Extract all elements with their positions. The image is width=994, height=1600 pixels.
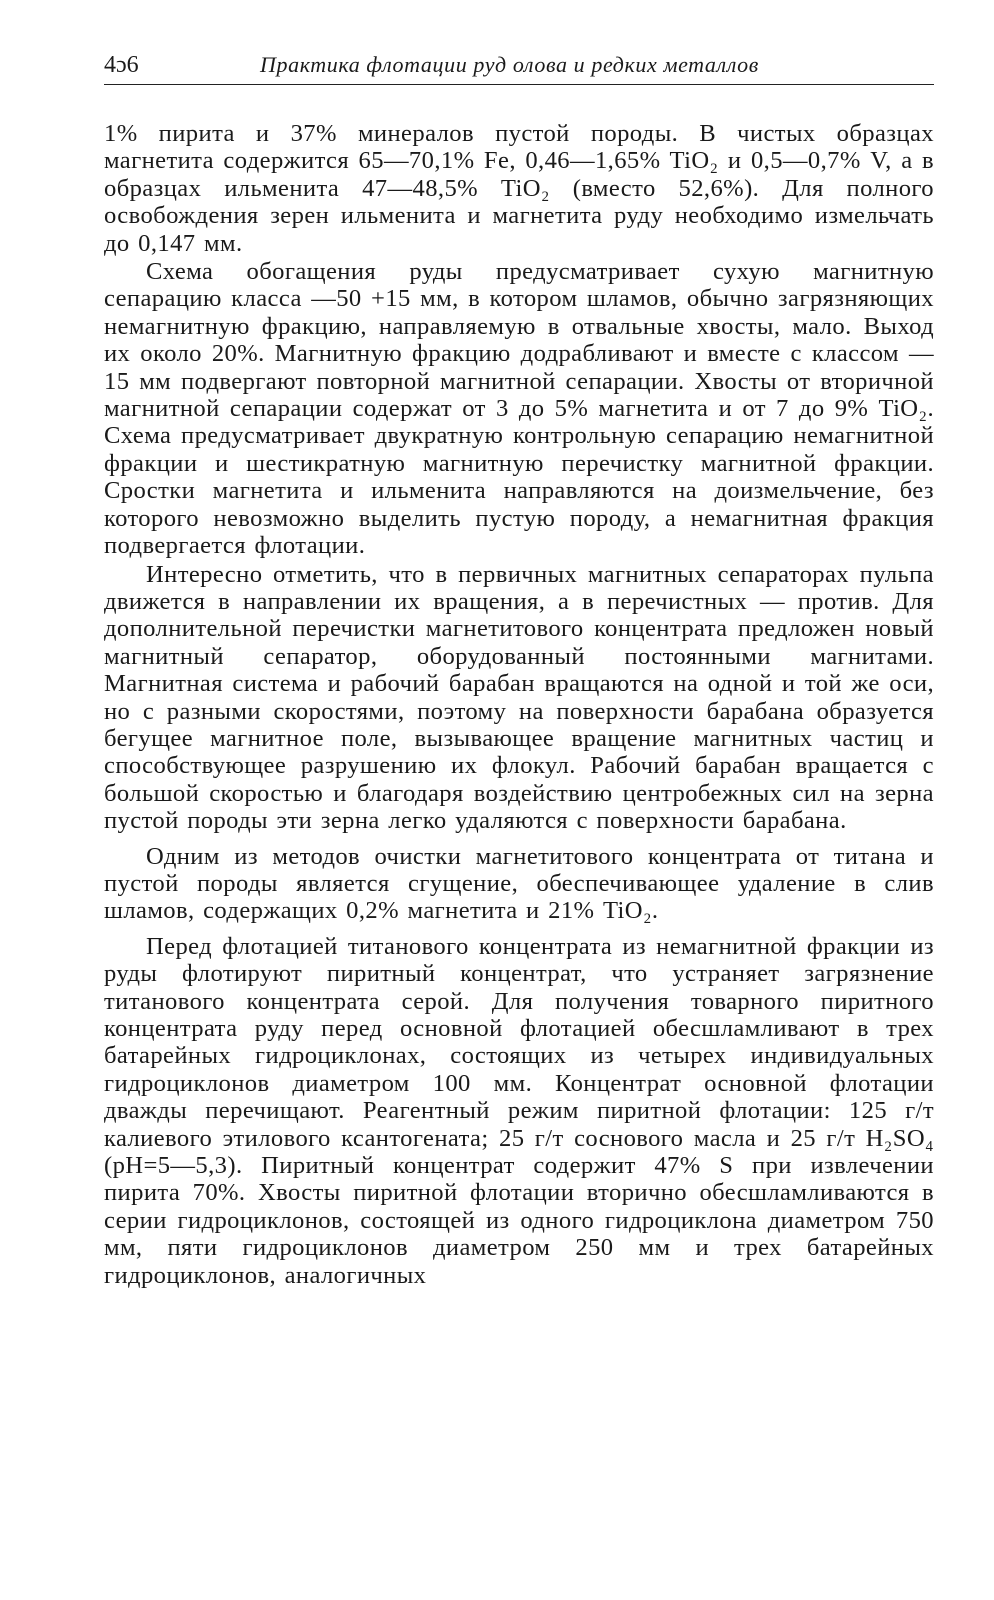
body-text — [104, 120, 934, 1290]
paragraph-enrichment-scheme: Схема обогащения руды предусматривает сухую магнитную сепарацию класса —50 +15 мм, в котором шламов, обычно загрязняющих немагнитную фракцию, направляемую в отвальные хвосты, мало. Выход их около 20%. Магнитную фракцию додрабливают и вместе с классом —15 мм подвергают повторной магнитной сепарации. Хвосты от вторичной магнитной сепарации содержат от 3 до 5% магнетита и от 7 до 9% TiO₂. Схема предусматривает двукратную контрольную сепарацию немагнитной фракции и шестикратную магнитную перечистку магнитной фракции. Сростки магнетита и ильменита направляются на доизмельчение, без которого невозможно выделить пустую породу, а немагнитная фракция подвергается флотации. — [104, 258, 934, 560]
paragraph-pyrite-flotation: Перед флотацией титанового концентрата из немагнитной фракции из руды флотируют пиритный концентрат, что устраняет загрязнение титанового концентрата серой. Для получения товарного пиритного концентрата руду перед основной флотацией обесшламливают в трех батарейных гидроциклонах, состоящих из четырех индивидуальных гидроциклонов диаметром 100 мм. Концентрат основной флотации дважды перечищают. Реагентный режим пиритной флотации: 125 г/т калиевого этилового ксантогената; 25 г/т соснового масла и 25 г/т H₂SO₄ (pH=5—5,3). Пиритный концентрат содержит 47% S при извлечении пирита 70%. Хвосты пиритной флотации вторично обесшламливаются в серии гидроциклонов, состоящей из одного гидроциклона диаметром 750 мм, пяти гидроциклонов диаметром 250 мм и трех батарейных гидроциклонов, аналогичных — [104, 932, 934, 1289]
page-number: 4ɔ6 — [104, 52, 139, 78]
paragraph-continuation: 1% пирита и 37% минералов пустой породы. В чистых образцах магнетита содержится 65—70,1% Fe, 0,46—1,65% TiO₂ и 0,5—0,7% V, а в образцах ильменита 47—48,5% TiO₂ (вместо 52,6%). Для полного освобождения зерен ильменита и магнетита руду необходимо измельчать до 0,147 мм. — [104, 120, 934, 257]
running-head — [104, 50, 934, 85]
running-title: Практика флотации руд олова и редких металлов — [260, 52, 759, 77]
paragraph-thickening: Одним из методов очистки магнетитового концентрата от титана и пустой породы является сгущение, обеспечивающее удаление в слив шламов, содержащих 0,2% магнетита и 21% TiO₂. — [104, 842, 934, 925]
paragraph-magnetic-separator: Интересно отметить, что в первичных магнитных сепараторах пульпа движется в направлении их вращения, а в перечистных — против. Для дополнительной перечистки магнетитового концентрата предложен новый магнитный сепаратор, оборудованный постоянными магнитами. Магнитная система и рабочий барабан вращаются на одной и той же оси, но с разными скоростями, поэтому на поверхности барабана образуется бегущее магнитное поле, вызывающее вращение магнитных частиц и способствующее разрушению их флокул. Рабочий барабан вращается с большой скоростью и благодаря воздействию центробежных сил на зерна пустой породы эти зерна легко удаляются с поверхности барабана. — [104, 560, 934, 835]
